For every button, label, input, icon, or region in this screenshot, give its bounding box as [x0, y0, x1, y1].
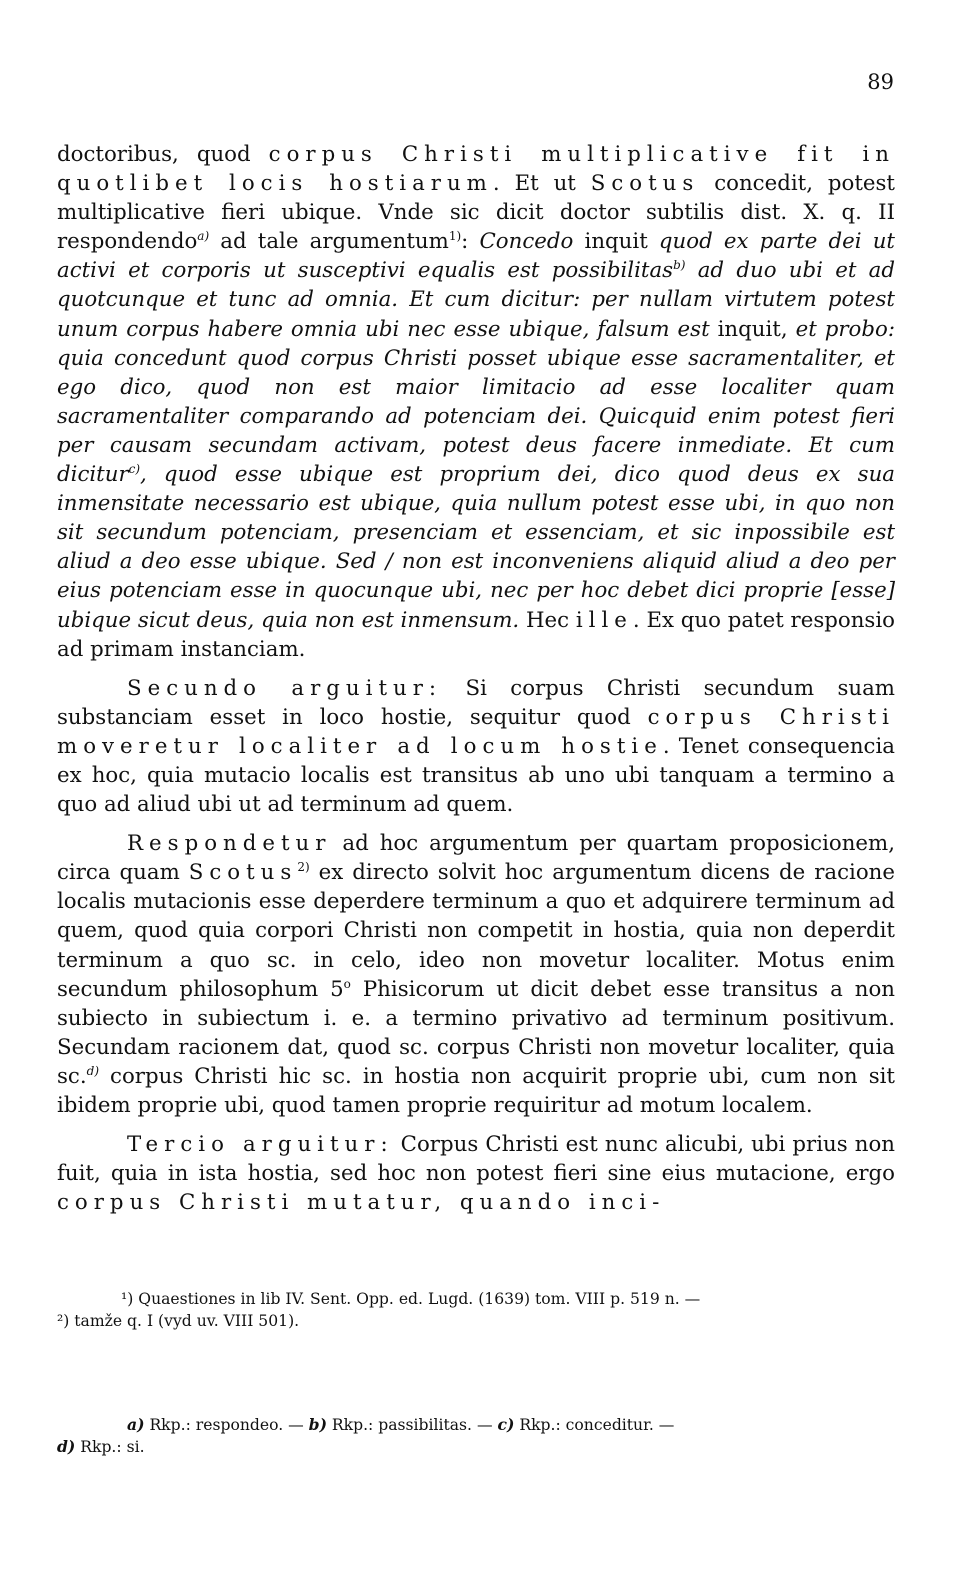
spaced-text: corpus Christi mutatur, quando inci-	[57, 1190, 666, 1216]
author-name: Scotus	[590, 171, 700, 197]
author-name: Scotus	[188, 860, 298, 886]
text-run: ad hoc argumentum per quartam proposicionem, circa quam	[57, 831, 895, 886]
apparatus-marker: b)	[308, 1415, 327, 1434]
text-run: corpus Christi hic sc. in hostia non acquirit proprie ubi, cum non sit ibidem proprie ubi, quod tamen proprie requiritur ad motum localem.	[57, 1063, 895, 1118]
apparatus-note: Rkp.: conceditur. —	[514, 1416, 675, 1434]
apparatus-note: Rkp.: respondeo. —	[144, 1416, 309, 1434]
text-run: Phisicorum ut dicit debet esse transitus a non subiecto in subiectum i. e. a termino privativo ad terminum positivum. Secundam racionem dat, quod sc. corpus Christi non movetur localiter, quia sc.	[57, 976, 895, 1089]
apparatus-marker: a)	[197, 229, 210, 244]
main-text	[57, 140, 895, 1227]
footnotes	[57, 1288, 895, 1332]
ordinal-marker: o	[343, 976, 351, 991]
quotation: et probo: quia concedunt quod corpus Christi posset ubique esse sacramentaliter, et ego dico, quod non est maior limitacio ad esse localiter quam sacramentaliter comparando ad potenciam dei. Quicquid enim potest fieri per causam secundam activam, potest deus facere inmediate. Et cum dicitur	[57, 316, 895, 488]
text-run: inquit	[573, 229, 659, 255]
apparatus-marker: a)	[127, 1415, 145, 1434]
text-run: doctoribus, quod	[57, 142, 269, 167]
critical-apparatus	[57, 1414, 895, 1458]
text-run: Hec	[519, 607, 576, 633]
footnote-marker: 1)	[448, 229, 462, 244]
spaced-text: corpus Christi moveretur localiter ad locum hostie	[57, 704, 895, 759]
paragraph-3	[57, 829, 895, 1120]
apparatus-line-1	[57, 1414, 895, 1436]
footnote-2: ²) tamže q. I (vyd uv. VIII 501).	[57, 1312, 300, 1330]
apparatus-marker: d)	[57, 1437, 76, 1456]
text-run: inquit,	[709, 316, 796, 342]
spaced-text: Respondetur	[127, 831, 332, 857]
apparatus-note: Rkp.: passibilitas. —	[326, 1416, 498, 1434]
spaced-text: Secundo arguitur:	[127, 675, 443, 701]
apparatus-note: Rkp.: si.	[75, 1438, 145, 1456]
apparatus-marker: c)	[497, 1415, 515, 1434]
spaced-text: corpus Christi multiplicative fit in quotlibet locis hostiarum	[57, 142, 895, 197]
apparatus-marker: c)	[128, 461, 141, 476]
apparatus-marker: b)	[673, 258, 686, 273]
quotation: , quod esse ubique est proprium dei, dico quod deus ex sua inmensitate necessario est ubique, quia nullum potest esse ubi, in quo non sit secundum potenciam, presenciam et essenciam, et sic inpossibile est aliud a deo esse ubique. Sed / non est inconveniens aliquid aliud a deo per eius potenciam esse in quocunque ubi, nec per hoc debet dici proprie [esse] ubique sicut deus, quia non est inmensum.	[57, 462, 895, 633]
quotation: ad duo ubi et ad quotcunque et tunc ad omnia. Et cum dicitur: per nullam virtutem potest unum corpus habere omnia ubi nec esse ubique, falsum est	[57, 258, 895, 342]
text-run: Si corpus Christi secundum suam substanciam esset in loco hostie, sequitur quod	[57, 675, 896, 730]
text-run: . Tenet consequencia ex hoc, quia mutacio localis est transitus ab uno ubi tanquam a termino a quo ad aliud ubi ut ad terminum ad quem.	[57, 733, 895, 818]
text-run: ad tale argumentum	[209, 229, 449, 255]
quotation: quod ex parte dei ut activi et corporis ut susceptivi equalis est possibilitas	[57, 229, 895, 284]
apparatus-marker: d)	[86, 1063, 100, 1078]
text-run: . Et ut	[492, 171, 591, 197]
text-run: . Ex quo patet responsio ad primam instanciam.	[57, 607, 895, 662]
paragraph-2	[57, 674, 895, 819]
apparatus-line-2	[57, 1436, 895, 1458]
text-run: concedit, potest multiplicative fieri ubique. Vnde sic dicit doctor subtilis dist. X. q. II respondendo	[57, 171, 895, 255]
footnote-marker: 2)	[297, 860, 310, 875]
text-run: Corpus Christi est nunc alicubi, ubi prius non fuit, quia in ista hostia, sed hoc non potest fieri sine eius mutacione, ergo	[57, 1132, 895, 1187]
paragraph-1	[57, 140, 895, 664]
text-run: ex directo solvit hoc argumentum dicens de racione localis mutacionis esse deperdere terminum a quo et adquirere terminum ad quem, quod quia corpori Christi non competit in hostia, quia non deperdit terminum a quo sc. in celo, ideo non movetur localiter. Motus enim secundum philosophum 5	[57, 860, 896, 1002]
text-run: :	[461, 229, 480, 255]
footnote-1: ¹) Quaestiones in lib IV. Sent. Opp. ed. Lugd. (1639) tom. VIII p. 519 n. —	[121, 1290, 701, 1308]
spaced-text: ille	[575, 607, 633, 633]
quotation: Concedo	[479, 229, 574, 255]
spaced-text: Tercio arguitur:	[127, 1132, 394, 1158]
paragraph-4	[57, 1130, 895, 1217]
page-number: 89	[867, 70, 894, 94]
